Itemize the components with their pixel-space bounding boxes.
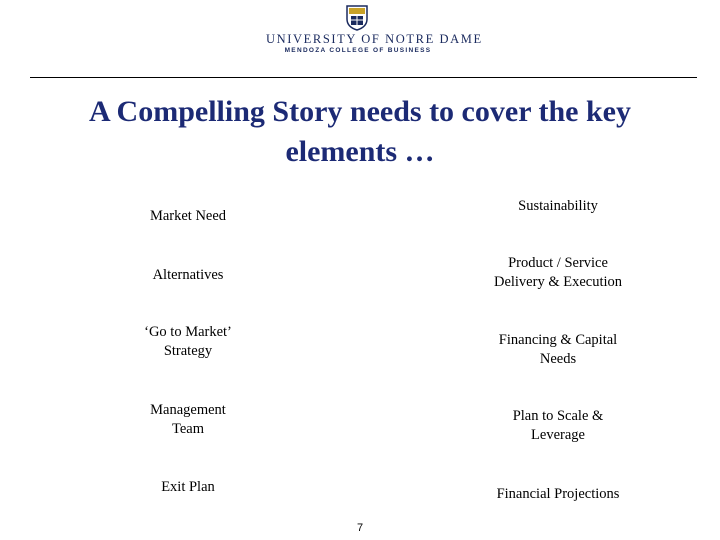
page-number: 7: [356, 522, 364, 534]
header-logo: [0, 0, 720, 78]
left-item-market-need: Market Need: [149, 208, 227, 224]
right-item-product-service: Product / Service Delivery & Execution: [493, 255, 623, 290]
slide-title: A Compelling Story needs to cover the key elements …: [89, 95, 631, 168]
left-item-management-team: Management Team: [150, 402, 226, 437]
right-item-financial-projections: Financial Projections: [496, 486, 620, 502]
left-item-exit-plan: Exit Plan: [161, 479, 215, 495]
left-item-go-to-market: ‘Go to Market’ Strategy: [144, 324, 232, 359]
university-name: UNIVERSITY OF NOTRE DAME: [266, 32, 483, 46]
right-item-sustainability: Sustainability: [518, 198, 598, 214]
right-item-plan-to-scale: Plan to Scale & Leverage: [512, 408, 604, 443]
header-divider: [30, 77, 697, 78]
university-crest-icon: [346, 5, 368, 31]
college-name: MENDOZA COLLEGE OF BUSINESS: [284, 47, 432, 54]
right-item-financing: Financing & Capital Needs: [498, 332, 618, 367]
left-item-alternatives: Alternatives: [152, 267, 224, 283]
